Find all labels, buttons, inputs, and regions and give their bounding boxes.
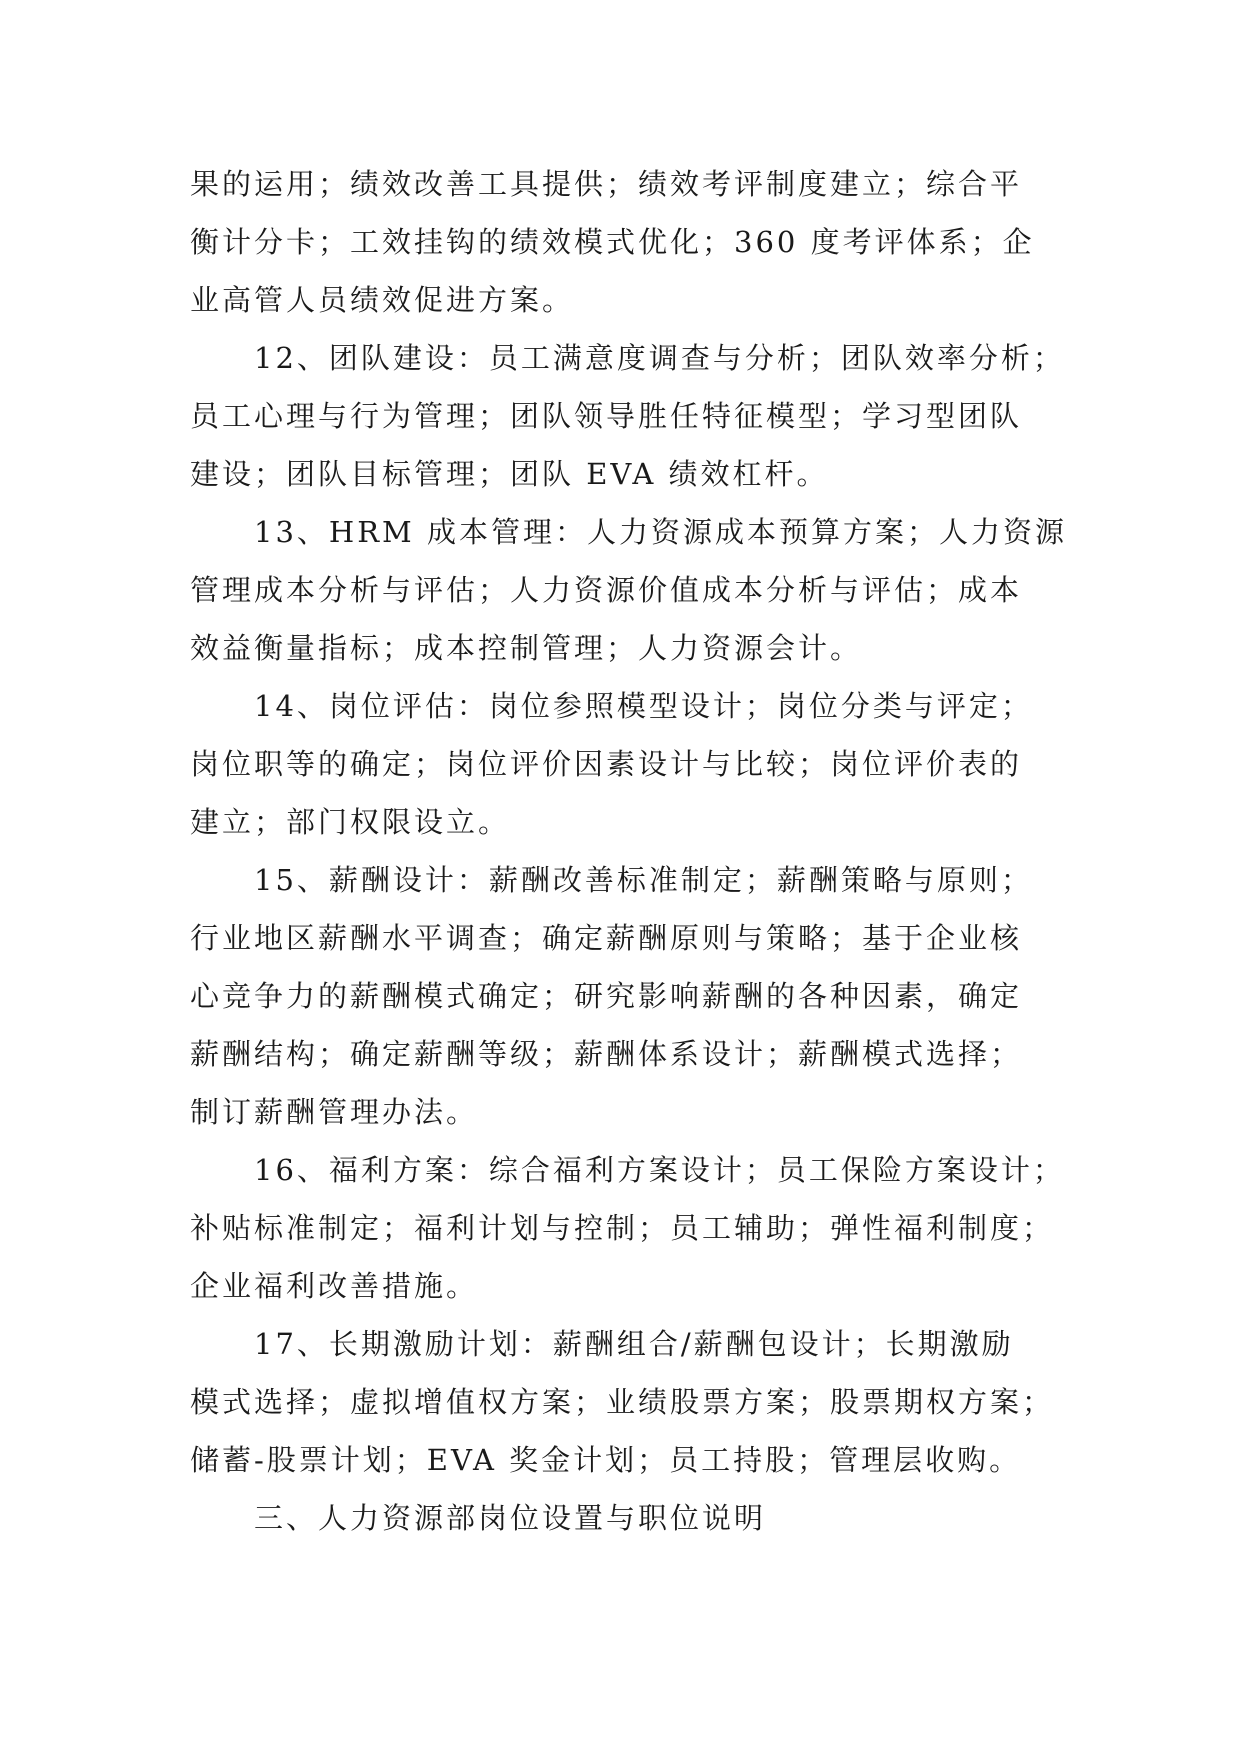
text-line: 效益衡量指标；成本控制管理；人力资源会计。: [190, 631, 863, 665]
text-line: 建设；团队目标管理；团队 EVA 绩效杠杆。: [190, 457, 829, 491]
text-line: 薪酬结构；确定薪酬等级；薪酬体系设计；薪酬模式选择；: [190, 1037, 1023, 1071]
document-body: [190, 155, 1067, 1547]
text-line: 衡计分卡；工效挂钩的绩效模式优化；360 度考评体系；企: [190, 225, 1035, 259]
text-line: 业高管人员绩效促进方案。: [190, 283, 575, 317]
text-line: 行业地区薪酬水平调查；确定薪酬原则与策略；基于企业核: [190, 921, 1023, 955]
paragraph-first-line: 14、岗位评估：岗位参照模型设计；岗位分类与评定；: [254, 689, 1033, 723]
text-line: 企业福利改善措施。: [190, 1269, 479, 1303]
paragraph-first-line: 16、福利方案：综合福利方案设计；员工保险方案设计；: [254, 1153, 1065, 1187]
text-line: 管理成本分析与评估；人力资源价值成本分析与评估；成本: [190, 573, 1023, 607]
paragraph-first-line: 17、长期激励计划：薪酬组合/薪酬包设计；长期激励: [254, 1327, 1014, 1361]
text-line: 员工心理与行为管理；团队领导胜任特征模型；学习型团队: [190, 399, 1023, 433]
text-line: 模式选择；虚拟增值权方案；业绩股票方案；股票期权方案；: [190, 1385, 1055, 1419]
text-line: 制订薪酬管理办法。: [190, 1095, 479, 1129]
text-line: 建立；部门权限设立。: [190, 805, 511, 839]
paragraph-first-line: 13、HRM 成本管理：人力资源成本预算方案；人力资源: [254, 515, 1067, 549]
text-line: 储蓄-股票计划；EVA 奖金计划；员工持股；管理层收购。: [190, 1443, 1022, 1477]
text-line: 岗位职等的确定；岗位评价因素设计与比较；岗位评价表的: [190, 747, 1023, 781]
text-line: 果的运用；绩效改善工具提供；绩效考评制度建立；综合平: [190, 167, 1023, 201]
text-line: 心竞争力的薪酬模式确定；研究影响薪酬的各种因素，确定: [190, 979, 1023, 1013]
paragraph-first-line: 12、团队建设：员工满意度调查与分析；团队效率分析；: [254, 341, 1065, 375]
paragraph-first-line: 15、薪酬设计：薪酬改善标准制定；薪酬策略与原则；: [254, 863, 1033, 897]
paragraph-first-line: 三、人力资源部岗位设置与职位说明: [254, 1501, 767, 1535]
text-line: 补贴标准制定；福利计划与控制；员工辅助；弹性福利制度；: [190, 1211, 1055, 1245]
